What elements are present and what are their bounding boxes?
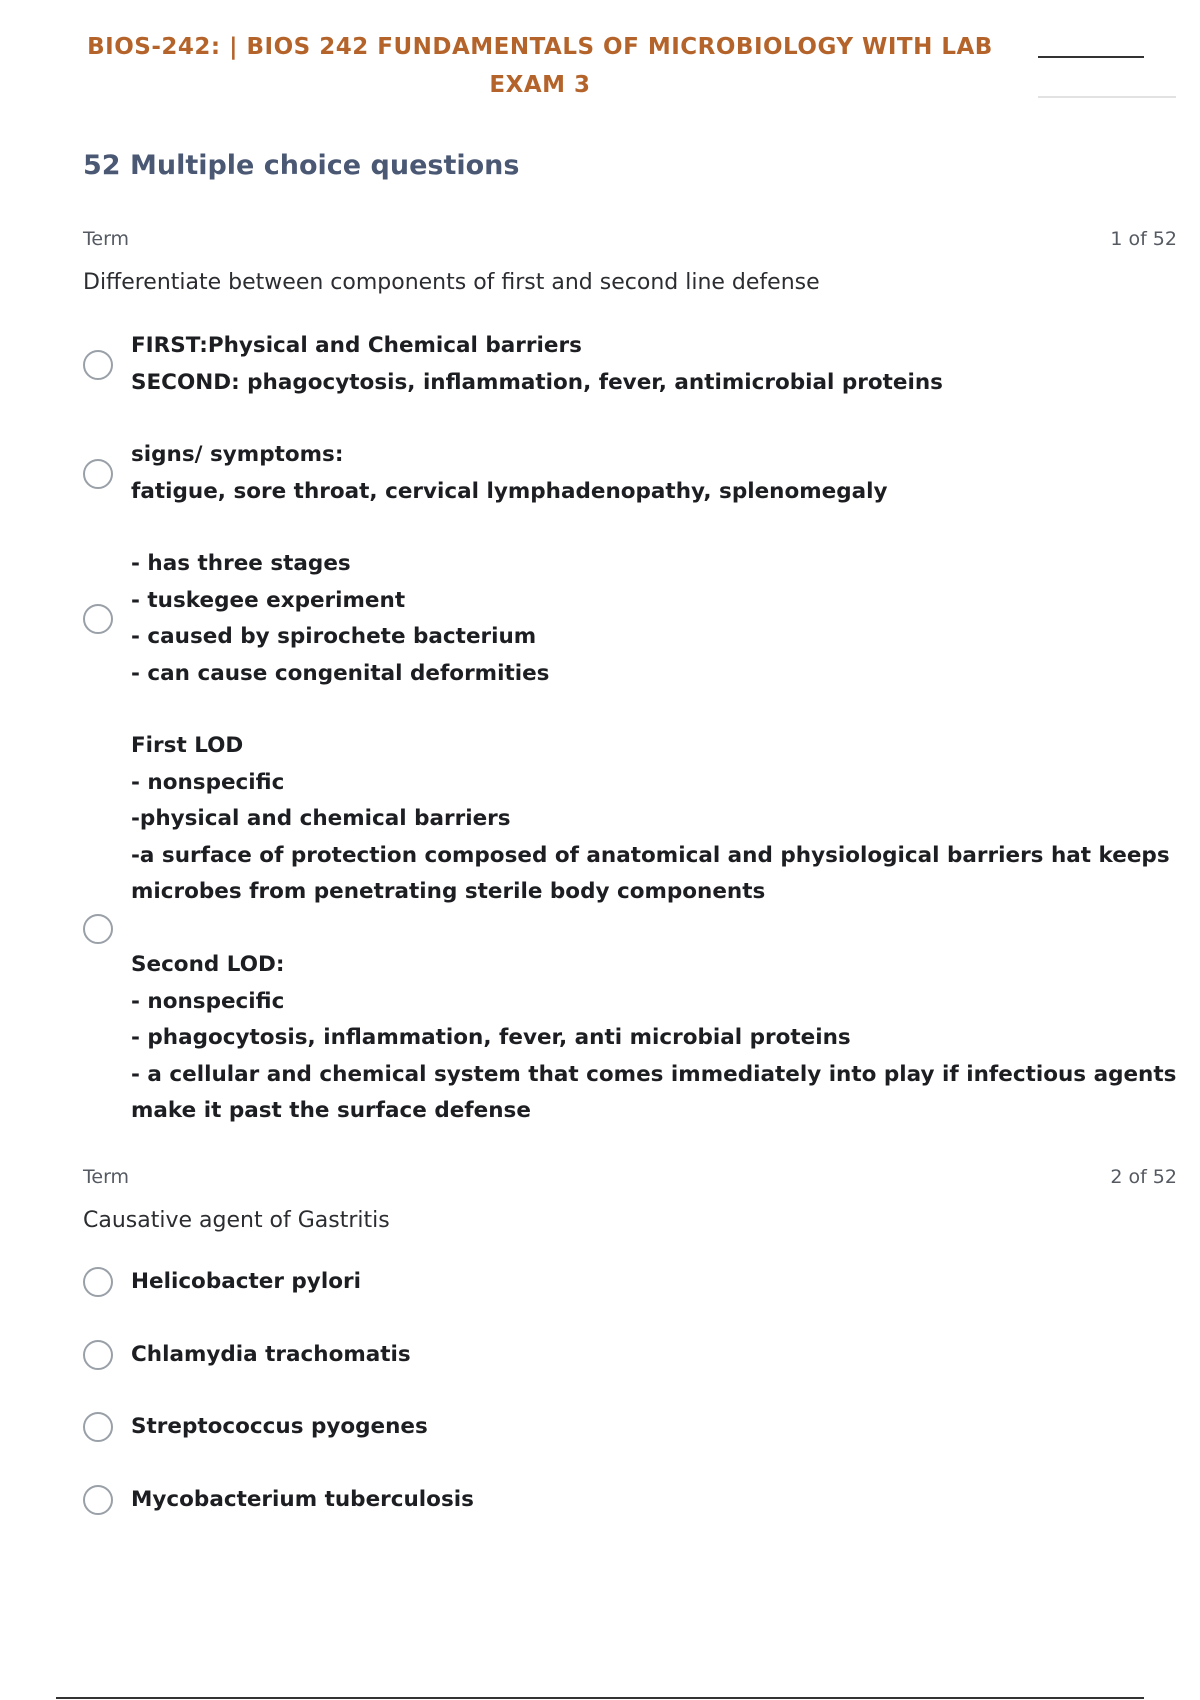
option-text <box>131 1409 428 1446</box>
exam-title: EXAM 3 <box>489 72 591 98</box>
option-line: Second LOD: <box>131 952 285 977</box>
option-line: Helicobacter pylori <box>131 1269 361 1294</box>
answer-option[interactable] <box>83 1264 1177 1301</box>
question-prompt: Causative agent of Gastritis <box>83 1208 390 1233</box>
option-line: SECOND: phagocytosis, inflammation, fever, antimicrobial proteins <box>131 369 943 395</box>
header-divider <box>1038 56 1144 58</box>
radio-button[interactable] <box>83 1412 113 1442</box>
option-line: fatigue, sore throat, cervical lymphadenopathy, splenomegaly <box>131 478 888 504</box>
radio-button[interactable] <box>83 459 113 489</box>
option-text <box>131 1264 361 1301</box>
option-line: FIRST:Physical and Chemical barriers <box>131 333 582 358</box>
option-line: Streptococcus pyogenes <box>131 1414 428 1439</box>
answer-option[interactable] <box>83 546 1177 692</box>
term-label: Term <box>83 228 130 250</box>
question-meta <box>83 228 1177 256</box>
option-line: microbes from penetrating sterile body components <box>131 879 766 904</box>
answer-option[interactable] <box>83 728 1177 1130</box>
option-line: First LOD <box>131 733 244 758</box>
option-line: - phagocytosis, inflammation, fever, anti microbial proteins <box>131 1025 851 1050</box>
option-text <box>131 328 943 401</box>
option-line: - a cellular and chemical system that comes immediately into play if infectious agents <box>131 1061 1177 1087</box>
question-card <box>83 228 1177 1130</box>
option-line: signs/ symptoms: <box>131 442 344 467</box>
section-heading: 52 Multiple choice questions <box>83 150 520 181</box>
radio-button[interactable] <box>83 914 113 944</box>
document-header <box>0 28 1080 104</box>
option-line: - has three stages <box>131 551 351 576</box>
footer-divider <box>56 1697 1144 1699</box>
radio-button[interactable] <box>83 1340 113 1370</box>
option-text <box>131 437 888 510</box>
option-line: -a surface of protection composed of anatomical and physiological barriers hat keeps <box>131 842 1170 868</box>
term-label: Term <box>83 1166 130 1188</box>
question-counter: 1 of 52 <box>1110 228 1177 250</box>
course-title: BIOS-242: | BIOS 242 FUNDAMENTALS OF MICROBIOLOGY WITH LAB <box>87 34 993 60</box>
radio-button[interactable] <box>83 604 113 634</box>
answer-option[interactable] <box>83 1409 1177 1446</box>
answer-option[interactable] <box>83 328 1177 401</box>
option-text <box>131 1337 411 1374</box>
question-counter: 2 of 52 <box>1110 1166 1177 1188</box>
option-text <box>131 1482 474 1519</box>
radio-button[interactable] <box>83 1267 113 1297</box>
option-line: -physical and chemical barriers <box>131 806 511 831</box>
option-line: Mycobacterium tuberculosis <box>131 1486 474 1512</box>
option-text <box>131 728 1176 1130</box>
radio-button[interactable] <box>83 1485 113 1515</box>
answer-option[interactable] <box>83 1482 1177 1519</box>
question-card <box>83 1166 1177 1518</box>
option-line: - can cause congenital deformities <box>131 660 550 686</box>
option-line: make it past the surface defense <box>131 1098 531 1123</box>
option-line: - caused by spirochete bacterium <box>131 624 537 649</box>
option-text <box>131 546 549 692</box>
option-line: - tuskegee experiment <box>131 587 406 613</box>
header-divider-light <box>1038 96 1176 98</box>
answer-option[interactable] <box>83 1337 1177 1374</box>
option-line: Chlamydia trachomatis <box>131 1341 411 1367</box>
answer-option[interactable] <box>83 437 1177 510</box>
option-line: - nonspecific <box>131 769 285 795</box>
option-line-spacer <box>131 911 1176 948</box>
option-line: - nonspecific <box>131 988 285 1014</box>
radio-button[interactable] <box>83 350 113 380</box>
question-meta <box>83 1166 1177 1194</box>
question-prompt: Differentiate between components of first and second line defense <box>83 270 820 295</box>
